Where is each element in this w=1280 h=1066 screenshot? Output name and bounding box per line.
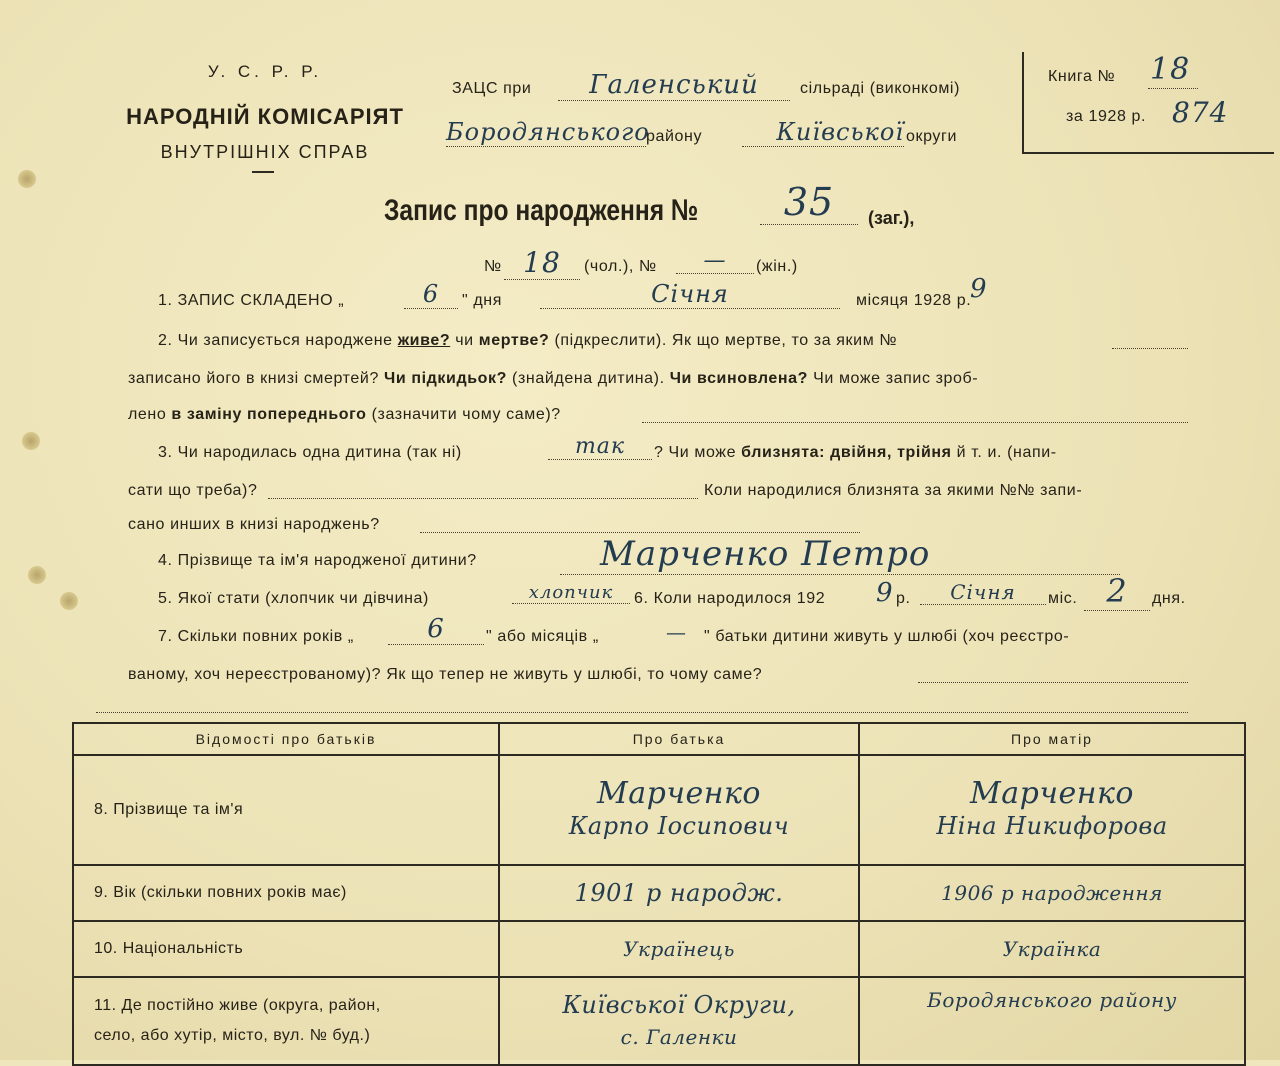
q2-adopted: Чи всиновлена? [669, 370, 809, 387]
mother-surname: Марченко [970, 776, 1134, 811]
q1-day: 6 [404, 280, 458, 309]
parents-table [72, 722, 1246, 1066]
row-label-line: 11. Де постійно живе (округа, район, [94, 997, 381, 1014]
binding-hole [60, 592, 78, 610]
column-header: Про матір [859, 723, 1245, 755]
q3-blank [268, 498, 698, 499]
q7-text-tail: " батьки дитини живуть у шлюбі (хоч реєстро- [704, 628, 1070, 645]
father-residence-line: Київської Округи, [562, 991, 796, 1019]
q1-year-correction: 9 [970, 274, 988, 304]
zags-suffix: сільраді (виконкомі) [800, 80, 960, 97]
q2-blank [1112, 348, 1188, 349]
row-label: 8. Прізвище та ім'я [73, 755, 499, 865]
q3-blank-2 [420, 532, 860, 533]
q2-text: (зазначити чому саме)? [371, 406, 561, 423]
binding-hole [28, 566, 46, 584]
row-label [73, 977, 499, 1065]
mother-given-name: Ніна Никифорова [936, 812, 1168, 840]
q3-text: й т. и. (напи- [956, 444, 1057, 461]
father-nationality-cell [499, 921, 859, 977]
zags-prefix: ЗАЦС при [452, 80, 532, 97]
q2-text: (знайдена дитина). [512, 370, 665, 387]
male-label: № [484, 258, 502, 275]
q2-foundling: Чи підкидьок? [384, 370, 507, 387]
binding-hole [18, 170, 36, 188]
row-label: 10. Національність [73, 921, 499, 977]
divider [252, 171, 274, 173]
marriage-years: 6 [388, 614, 484, 645]
record-number: 35 [760, 180, 858, 225]
row-label: 9. Вік (скільки повних років має) [73, 865, 499, 921]
mother-name-cell [859, 755, 1245, 865]
q7-blank [918, 682, 1188, 683]
q3-text: ? Чи може [654, 444, 737, 461]
table-row [73, 977, 1245, 1065]
zags-village: Галенський [558, 70, 790, 101]
table-row [73, 755, 1245, 865]
q1-month-label: місяця 1928 р. [856, 292, 972, 309]
commissariat-subtitle: ВНУТРІШНІХ СПРАВ [160, 142, 370, 162]
q2-replacement: в заміну попереднього [171, 406, 367, 423]
okrug-label: округи [906, 128, 957, 145]
q3-twins: близнята: [741, 444, 826, 461]
record-total-suffix: (заг.), [868, 208, 915, 228]
father-age: 1901 р народж. [574, 879, 784, 907]
mother-age-cell [859, 865, 1245, 921]
book-number-line [1148, 88, 1198, 89]
binding-hole [22, 432, 40, 450]
q2-text: лено [128, 406, 167, 423]
q2-or: чи [455, 332, 474, 349]
row-label-line: село, або хутір, місто, вул. № буд.) [94, 1027, 371, 1044]
book-number: 18 [1150, 52, 1191, 87]
father-surname: Марченко [597, 776, 761, 811]
q3-label: 3. Чи народилась одна дитина (так ні) [158, 444, 462, 461]
birth-year-digit: 9 [876, 578, 894, 608]
q3-line3: сано инших в книзі народжень? [128, 516, 380, 533]
column-header: Відомості про батьків [73, 723, 499, 755]
q6-day-label: дня. [1152, 590, 1186, 607]
father-residence-cell [499, 977, 859, 1065]
q6-year-suffix: р. [896, 590, 911, 607]
male-number: 18 [504, 246, 580, 280]
district-label: району [646, 128, 703, 145]
birth-month: Січня [920, 580, 1046, 605]
republic-label: У. С. Р. Р. [207, 62, 323, 81]
q3-line2-a: сати що треба)? [128, 482, 258, 499]
mother-residence-line: Бородянського району [927, 988, 1177, 1012]
q2-reason-blank [642, 422, 1188, 423]
marriage-months: — [666, 620, 687, 644]
child-sex: хлопчик [512, 582, 630, 604]
q1-label: 1. ЗАПИС СКЛАДЕНО „ [158, 292, 345, 309]
q2-dead: мертве? [478, 332, 550, 349]
record-title: Запис про народження № [384, 194, 699, 227]
table-header-row [73, 723, 1245, 755]
male-suffix: (чол.), № [584, 258, 657, 275]
book-extra-number: 874 [1172, 96, 1229, 129]
father-name-cell [499, 755, 859, 865]
q6-label: 6. Коли народилося 192 [634, 590, 826, 607]
q6-month-label: міс. [1048, 590, 1078, 607]
father-nationality: Українець [623, 937, 735, 961]
q2-alive: живе? [397, 332, 451, 349]
q2-text: записано його в книзі смертей? [128, 370, 379, 387]
q7-line2: ваному, хоч нереєстрованому)? Як що тепер не живуть у шлюбі, то чому саме? [128, 666, 763, 683]
mother-nationality-cell [859, 921, 1245, 977]
father-given-name: Карпо Іосипович [568, 812, 790, 840]
mother-nationality: Українка [1002, 937, 1102, 961]
q1-month: Січня [540, 280, 840, 309]
q2-text: Чи може запис зроб- [813, 370, 979, 387]
q7-label: 7. Скільки повних років „ [158, 628, 354, 645]
mother-age: 1906 р народження [941, 881, 1163, 905]
okrug-value: Київської [742, 118, 904, 147]
child-name: Марченко Петро [560, 534, 1120, 575]
q1-day-label: " дня [462, 292, 502, 309]
mother-residence-cell [859, 977, 1245, 1065]
column-header: Про батька [499, 723, 859, 755]
q3-answer: так [548, 434, 652, 460]
book-year: за 1928 р. [1066, 108, 1147, 125]
commissariat-title: НАРОДНІЙ КОМІСАРІЯТ [126, 104, 404, 129]
q4-label: 4. Прізвище та ім'я народженої дитини? [158, 552, 477, 569]
female-suffix: (жін.) [756, 258, 798, 275]
female-number: — [676, 248, 754, 274]
q2-line2 [128, 370, 978, 388]
q3-twin-types: двійня, трійня [830, 444, 952, 461]
q3-line2-b: Коли народилися близнята за якими №№ запи- [704, 482, 1083, 499]
q2-line1 [158, 332, 897, 350]
birth-day: 2 [1084, 572, 1150, 611]
father-residence-line: с. Галенки [620, 1025, 738, 1049]
father-age-cell [499, 865, 859, 921]
district-value: Бородянського [446, 118, 650, 146]
q2-line3 [128, 406, 561, 424]
q2-text-tail: (підкреслити). Як що мертве, то за яким № [554, 332, 898, 349]
q5-label: 5. Якої стати (хлопчик чи дівчина) [158, 590, 429, 607]
q3-line1-tail [654, 444, 1057, 462]
table-row [73, 921, 1245, 977]
book-label: Книга № [1048, 68, 1116, 85]
q2-text: 2. Чи записується народжене [158, 332, 393, 349]
q7-blank-2 [96, 712, 1188, 713]
q7-months-label: " або місяців „ [486, 628, 599, 645]
table-row [73, 865, 1245, 921]
